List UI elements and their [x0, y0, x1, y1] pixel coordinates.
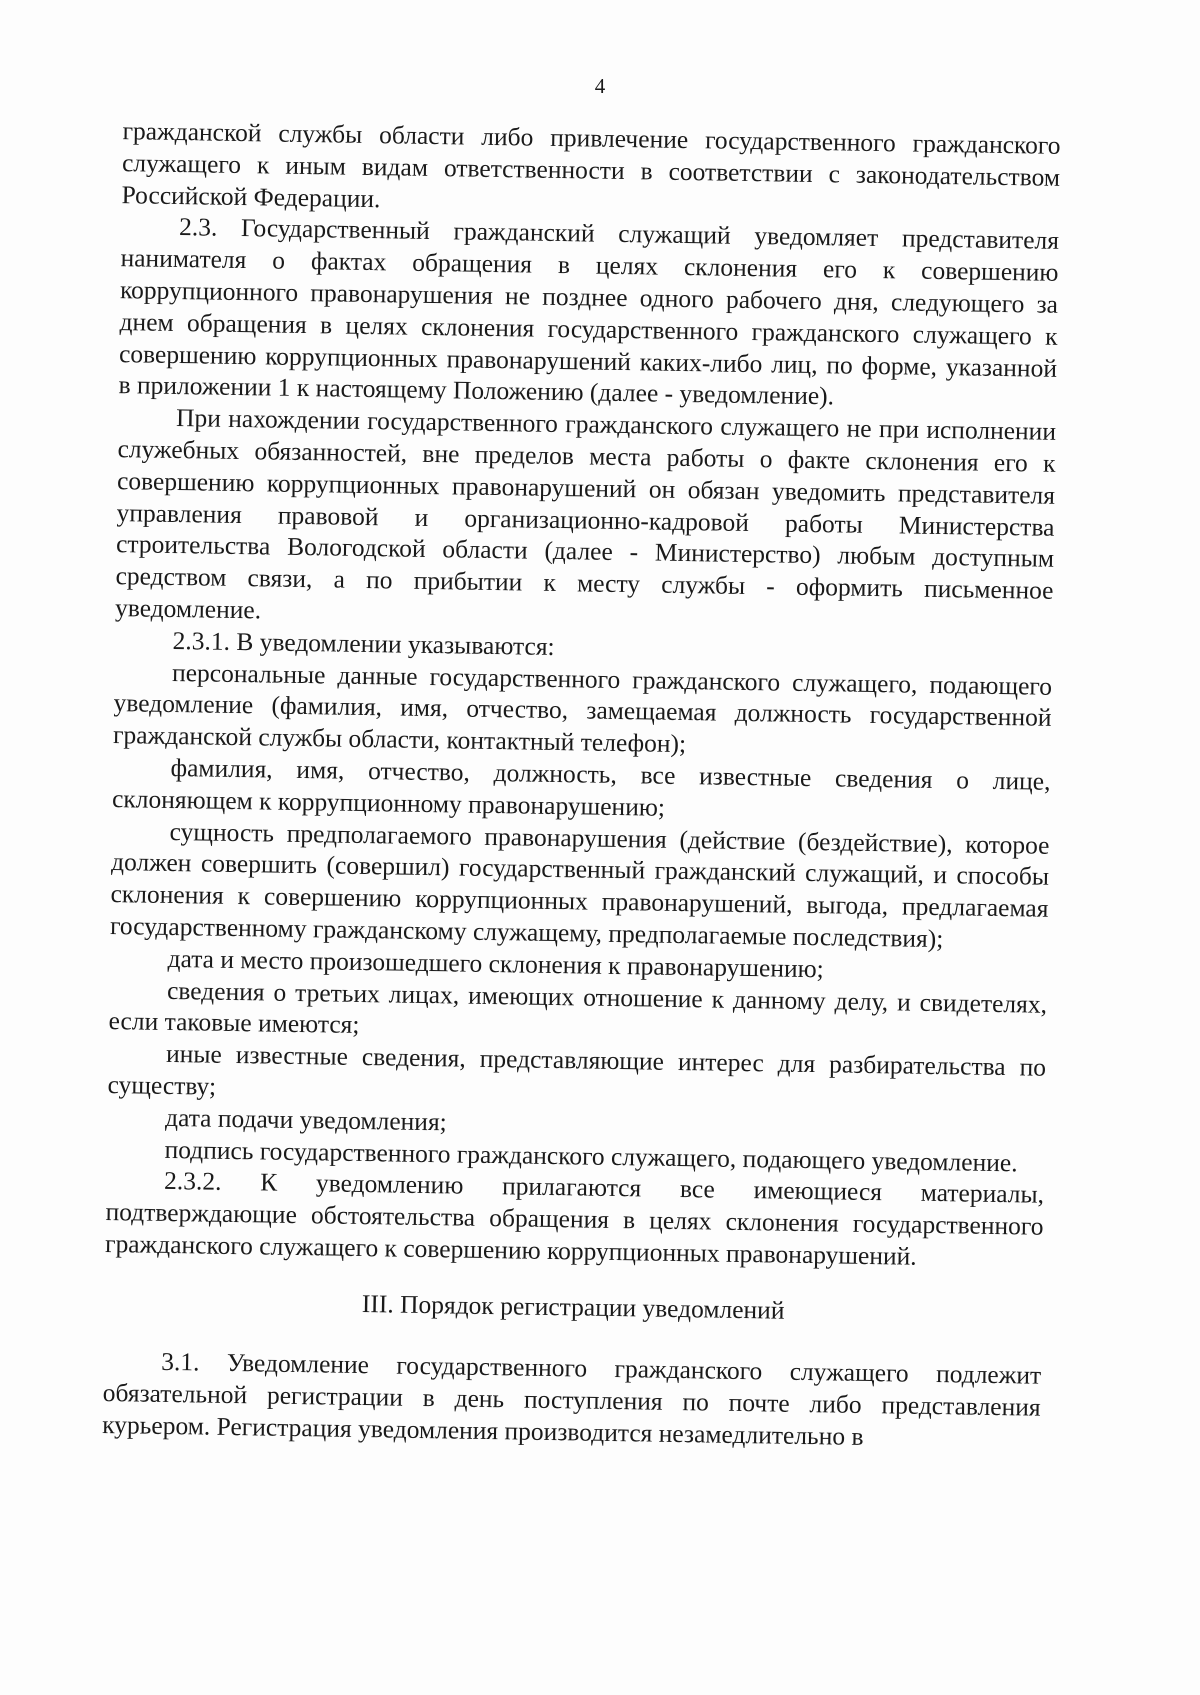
page-number: 4 [594, 74, 606, 98]
paragraph-2-3-2: 2.3.2. К уведомлению прилагаются все имеющиеся материалы, подтверждающие обстоятельства обращения в целях склонения государственного гражданского служащего к совершению коррупционных правонарушений. [104, 1166, 1045, 1271]
list-item-third-parties: сведения о третьих лицах, имеющих отношение к данному делу, и свидетелях, если таковые имеются; [108, 975, 1048, 1040]
paragraph-continuation: гражданской службы области либо привлечение государственного гражданского служащего к иным видам ответственности в соответствии с законодательством Российской Федерации. [121, 116, 1061, 213]
list-item-signature: подпись государственного гражданского служащего, подающего уведомление. [164, 1134, 1018, 1177]
paragraph-3-1: 3.1. Уведомление государственного гражданского служащего подлежит обязательной регистрации в день поступления по почте либо представления курьером. Регистрация уведомления производится незамедлительно в [102, 1347, 1042, 1451]
list-item-other-info: иные известные сведения, представляющие интерес для разбирательства по существу; [107, 1039, 1047, 1101]
paragraph-2-3-1: 2.3.1. В уведомлении указываются: [172, 625, 555, 661]
section-heading: III. Порядок регистрации уведомлений [361, 1288, 785, 1325]
list-item-personal-data: персональные данные государственного гражданского служащего, подающего уведомление (фамилия, имя, отчество, замещаемая должность государственной гражданской службы области, контактный телефон); [112, 657, 1053, 759]
list-item-submission-date: дата подачи уведомления; [164, 1102, 448, 1137]
list-item-offense-essence: сущность предполагаемого правонарушения (действие (бездействие), которое должен совершить (совершил) государственный гражданский служащий, и способы склонения к совершению коррупционных правонарушений, выгода, предлагаемая государственному гражданскому служащему, предполагаемые последствия); [109, 816, 1050, 954]
list-item-date-place: дата и место произошедшего склонения к правонарушению; [167, 943, 825, 983]
document-body [0, 113, 1200, 1458]
paragraph-2-3: 2.3. Государственный гражданский служащий уведомляет представителя нанимателя о фактах обращения в целях склонения его к совершению коррупционного правонарушения не позднее одного рабочего дня, следующего за днем обращения в целях склонения государственного гражданского служащего к совершению коррупционных правонарушений каких-либо лиц, по форме, указанной в приложении 1 к настоящему Положению (далее - уведомление). [118, 212, 1060, 411]
list-item-inducer-info: фамилия, имя, отчество, должность, все известные сведения о лице, склоняющем к коррупционному правонарушению; [111, 752, 1051, 822]
paragraph-notification-outside-duty: При нахождении государственного гражданского служащего не при исполнении служебных обязанностей, вне пределов места работы о факте склонения его к совершению коррупционных правонарушений он обязан уведомить представителя управления правовой и организационно-кадровой работы Министерства строительства Вологодской области (далее - Министерство) любым доступным средством связи, а по прибытии к месту службы - оформить письменное уведомление. [114, 403, 1057, 625]
